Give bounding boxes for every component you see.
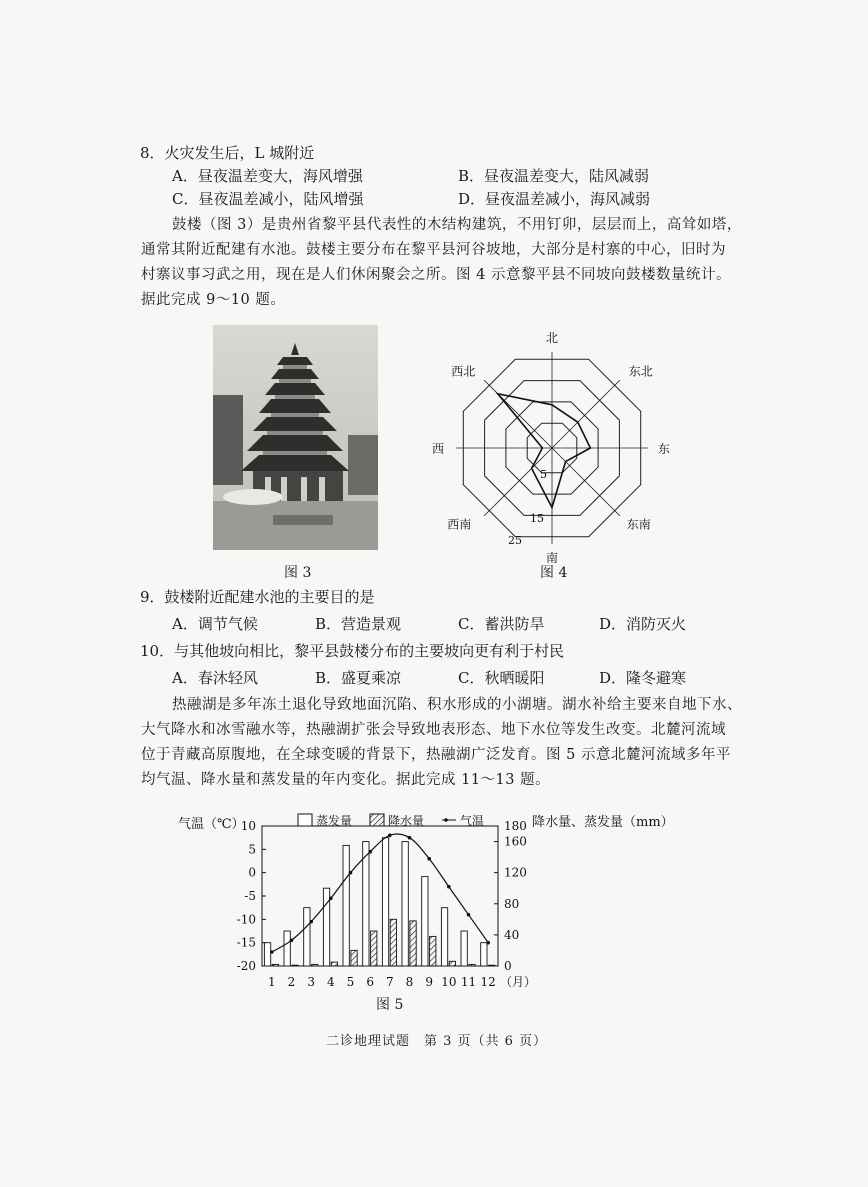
q9-option-c: C．蓄洪防旱 bbox=[458, 615, 545, 633]
para2-line2: 大气降水和冰雪融水等，热融湖扩张会导致地表形态、地下水位等发生改变。北麓河流域 bbox=[141, 722, 726, 738]
radar-axis bbox=[484, 380, 552, 448]
x-axis-unit: （月） bbox=[500, 975, 537, 989]
evaporation-bar bbox=[323, 888, 329, 966]
legend-evap-label: 蒸发量 bbox=[316, 814, 353, 828]
precipitation-bar bbox=[410, 921, 416, 966]
right-tick-label: 120 bbox=[504, 865, 527, 880]
temperature-point bbox=[309, 920, 313, 924]
para2-line3: 位于青藏高原腹地，在全球变暖的背景下，热融湖广泛发育。图 5 示意北麓河流域多年平 bbox=[141, 747, 731, 763]
right-tick-label: 80 bbox=[504, 896, 520, 911]
x-tick-label: 1 bbox=[268, 975, 276, 989]
evaporation-bar bbox=[304, 908, 310, 966]
evaporation-bar bbox=[402, 842, 408, 966]
evaporation-bar bbox=[422, 877, 428, 966]
radar-ring-label: 25 bbox=[508, 534, 522, 547]
evaporation-bar bbox=[481, 943, 487, 966]
left-tick-label: 10 bbox=[240, 819, 256, 833]
temperature-point bbox=[290, 939, 294, 943]
temperature-point bbox=[486, 941, 490, 945]
radar-ring-label: 15 bbox=[530, 512, 544, 525]
y-axis-right-label: 降水量、蒸发量（mm） bbox=[532, 815, 674, 830]
right-tick-label: 180 bbox=[504, 819, 527, 833]
x-tick-label: 8 bbox=[405, 975, 414, 989]
left-tick-label: -15 bbox=[236, 935, 256, 950]
precipitation-bar bbox=[371, 931, 377, 966]
evaporation-bar bbox=[363, 842, 369, 966]
x-tick-label: 5 bbox=[346, 975, 355, 989]
left-tick-label: 5 bbox=[248, 842, 256, 857]
x-tick-label: 3 bbox=[307, 975, 315, 989]
x-tick-label: 7 bbox=[386, 975, 394, 989]
drum-tower-photo bbox=[213, 325, 378, 550]
precipitation-bar bbox=[489, 965, 495, 966]
para1-line3: 村寨议事习武之用，现在是人们休闲聚会之所。图 4 示意黎平县不同坡向鼓楼数量统计。 bbox=[141, 267, 731, 283]
evaporation-bar bbox=[284, 931, 290, 966]
precipitation-bar bbox=[430, 936, 436, 966]
evaporation-bar bbox=[441, 908, 447, 966]
q8-option-d: D．昼夜温差减小，海风减弱 bbox=[458, 190, 651, 208]
para1-line1: 鼓楼（图 3）是贵州省黎平县代表性的木结构建筑，不用钉卯，层层而上，高耸如塔， bbox=[172, 217, 742, 233]
precipitation-bar bbox=[292, 965, 298, 966]
right-tick-label: 160 bbox=[504, 834, 527, 849]
para2-line4: 均气温、降水量和蒸发量的年内变化。据此完成 11～13 题。 bbox=[141, 772, 551, 788]
para2-line1: 热融湖是多年冻土退化导致地面沉陷、积水形成的小湖塘。湖水补给主要来自地下水、 bbox=[172, 697, 742, 713]
question-10-stem: 10．与其他坡向相比，黎平县鼓楼分布的主要坡向更有利于村民 bbox=[140, 642, 565, 660]
x-tick-label: 2 bbox=[287, 975, 296, 989]
right-tick-label: 0 bbox=[504, 959, 512, 973]
para1-line4: 据此完成 9～10 题。 bbox=[141, 292, 286, 308]
left-tick-label: -5 bbox=[244, 889, 256, 903]
legend-temp-label: 气温 bbox=[460, 814, 485, 828]
radar-direction-label: 西 bbox=[432, 442, 445, 456]
x-tick-label: 12 bbox=[480, 975, 496, 989]
precipitation-bar bbox=[312, 964, 318, 966]
radar-axis bbox=[552, 448, 620, 516]
precipitation-bar bbox=[390, 919, 396, 966]
radar-direction-label: 东 bbox=[658, 442, 671, 456]
page-footer: 二诊地理试题 第 3 页（共 6 页） bbox=[326, 1034, 548, 1049]
q8-option-a: A．昼夜温差变大，海风增强 bbox=[172, 167, 363, 185]
precipitation-bar bbox=[331, 962, 337, 966]
evaporation-bar bbox=[461, 931, 467, 966]
temperature-point bbox=[408, 836, 412, 840]
radar-ring-label: 5 bbox=[540, 468, 547, 481]
left-tick-label: -10 bbox=[236, 912, 256, 927]
q9-option-d: D．消防灭火 bbox=[599, 615, 687, 633]
temperature-point bbox=[388, 834, 392, 838]
legend-precip-swatch bbox=[370, 814, 384, 826]
q9-option-a: A．调节气候 bbox=[172, 615, 258, 633]
x-tick-label: 9 bbox=[425, 975, 433, 989]
left-tick-label: 0 bbox=[248, 865, 256, 880]
legend-temp-marker bbox=[444, 818, 448, 822]
temperature-point bbox=[270, 950, 274, 954]
precipitation-bar bbox=[449, 961, 455, 966]
radar-direction-label: 北 bbox=[546, 331, 559, 345]
right-tick-label: 40 bbox=[504, 927, 520, 942]
precipitation-bar bbox=[351, 950, 357, 966]
temperature-point bbox=[427, 857, 431, 861]
question-8-stem: 8．火灾发生后，L 城附近 bbox=[140, 144, 315, 162]
temperature-point bbox=[368, 850, 372, 854]
radar-direction-label: 西南 bbox=[447, 517, 472, 532]
para1-line2: 通常其附近配建有水池。鼓楼主要分布在黎平县河谷坡地，大部分是村寨的中心，旧时为 bbox=[141, 242, 726, 258]
question-9-stem: 9．鼓楼附近配建水池的主要目的是 bbox=[140, 588, 375, 606]
temperature-point bbox=[349, 871, 353, 875]
x-tick-label: 6 bbox=[366, 975, 374, 989]
fig3-caption: 图 3 bbox=[284, 565, 312, 581]
left-tick-label: -20 bbox=[236, 959, 256, 973]
precipitation-bar bbox=[469, 964, 475, 966]
precipitation-bar bbox=[272, 964, 278, 966]
evaporation-bar bbox=[382, 838, 388, 966]
fig5-caption: 图 5 bbox=[376, 997, 404, 1013]
radar-direction-label: 西北 bbox=[451, 364, 476, 379]
q10-option-d: D．隆冬避寒 bbox=[599, 669, 687, 687]
q8-option-b: B．昼夜温差变大，陆风减弱 bbox=[458, 167, 650, 185]
climate-chart bbox=[170, 808, 690, 1008]
q10-option-a: A．春沐轻风 bbox=[172, 669, 258, 687]
q10-option-c: C．秋晒暖阳 bbox=[458, 669, 545, 687]
temperature-point bbox=[447, 885, 451, 889]
radar-axis bbox=[484, 448, 552, 516]
x-tick-label: 4 bbox=[327, 975, 335, 989]
x-tick-label: 11 bbox=[460, 975, 477, 989]
radar-direction-label: 东南 bbox=[626, 517, 651, 532]
x-tick-label: 10 bbox=[441, 975, 457, 989]
temperature-point bbox=[329, 897, 333, 901]
q10-option-b: B．盛夏乘凉 bbox=[315, 669, 402, 687]
slope-radar-chart bbox=[432, 330, 671, 565]
y-axis-left-label: 气温（℃） bbox=[178, 817, 245, 832]
evaporation-bar bbox=[264, 943, 270, 966]
legend-evap-swatch bbox=[298, 814, 312, 826]
fig4-caption: 图 4 bbox=[540, 565, 568, 581]
legend-precip-label: 降水量 bbox=[388, 814, 425, 828]
radar-direction-label: 南 bbox=[546, 551, 559, 565]
q8-option-c: C．昼夜温差减小，陆风增强 bbox=[172, 190, 364, 208]
evaporation-bar bbox=[343, 845, 349, 966]
radar-direction-label: 东北 bbox=[628, 364, 653, 379]
temperature-point bbox=[467, 913, 471, 917]
q9-option-b: B．营造景观 bbox=[315, 615, 402, 633]
